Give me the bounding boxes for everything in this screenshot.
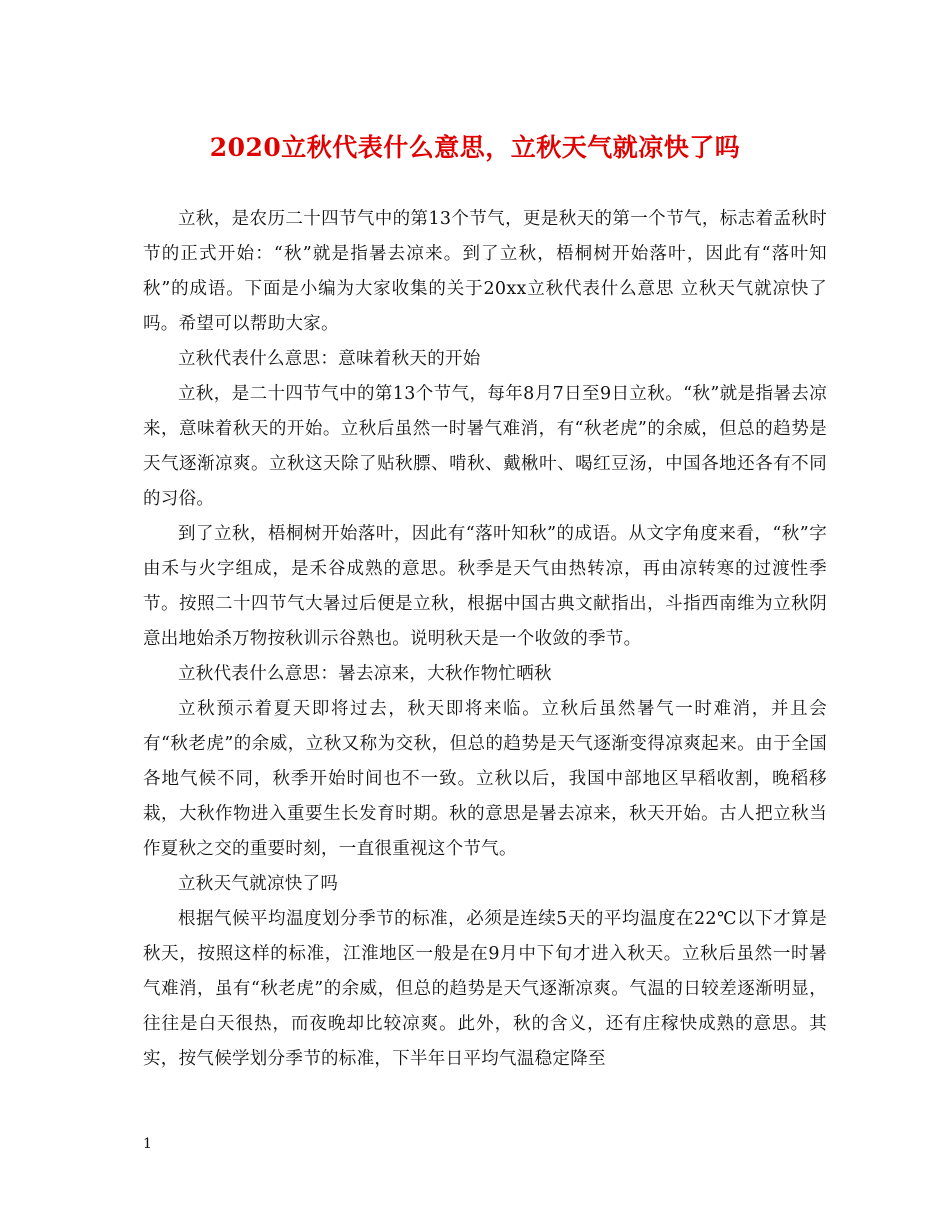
paragraph-meaning: 立秋，是二十四节气中的第13个节气，每年8月7日至9日立秋。“秋”就是指暑去凉来，意味着秋天的开始。立秋后虽然一时暑气难消，有“秋老虎”的余威，但总的趋势是天气逐渐凉爽。立秋这天除了贴秋膘、啃秋、戴楸叶、喝红豆汤，中国各地还各有不同的习俗。: [143, 384, 827, 509]
document-title: 2020立秋代表什么意思，立秋天气就凉快了吗: [209, 133, 741, 162]
document-body: [143, 202, 827, 1077]
page-number: 1: [143, 1136, 152, 1152]
section-heading-meaning: 立秋代表什么意思：意味着秋天的开始: [178, 349, 481, 369]
paragraph-harvest: 立秋预示着夏天即将过去，秋天即将来临。立秋后虽然暑气一时难消，并且会有“秋老虎”的余威，立秋又称为交秋，但总的趋势是天气逐渐变得凉爽起来。由于全国各地气候不同，秋季开始时间也不一致。立秋以后，我国中部地区早稻收割，晚稻移栽，大秋作物进入重要生长发育时期。秋的意思是暑去凉来，秋天开始。古人把立秋当作夏秋之交的重要时刻，一直很重视这个节气。: [143, 699, 827, 859]
intro-paragraph: 立秋，是农历二十四节气中的第13个节气，更是秋天的第一个节气，标志着孟秋时节的正式开始：“秋”就是指暑去凉来。到了立秋，梧桐树开始落叶，因此有“落叶知秋”的成语。下面是小编为大家收集的关于20xx立秋代表什么意思 立秋天气就凉快了吗。希望可以帮助大家。: [143, 209, 827, 334]
section-heading-weather: 立秋天气就凉快了吗: [178, 874, 339, 894]
paragraph-origin: 到了立秋，梧桐树开始落叶，因此有“落叶知秋”的成语。从文字角度来看，“秋”字由禾与火字组成，是禾谷成熟的意思。秋季是天气由热转凉，再由凉转寒的过渡性季节。按照二十四节气大暑过后便是立秋，根据中国古典文献指出，斗指西南维为立秋阴意出地始杀万物按秋训示谷熟也。说明秋天是一个收敛的季节。: [143, 524, 827, 649]
section-heading-harvest: 立秋代表什么意思：暑去凉来，大秋作物忙晒秋: [178, 664, 552, 684]
paragraph-weather: 根据气候平均温度划分季节的标准，必须是连续5天的平均温度在22℃以下才算是秋天，按照这样的标准，江淮地区一般是在9月中下旬才进入秋天。立秋后虽然一时暑气难消，虽有“秋老虎”的余威，但总的趋势是天气逐渐凉爽。气温的日较差逐渐明显，往往是白天很热，而夜晚却比较凉爽。此外，秋的含义，还有庄稼快成熟的意思。其实，按气候学划分季节的标准，下半年日平均气温稳定降至: [143, 909, 827, 1069]
